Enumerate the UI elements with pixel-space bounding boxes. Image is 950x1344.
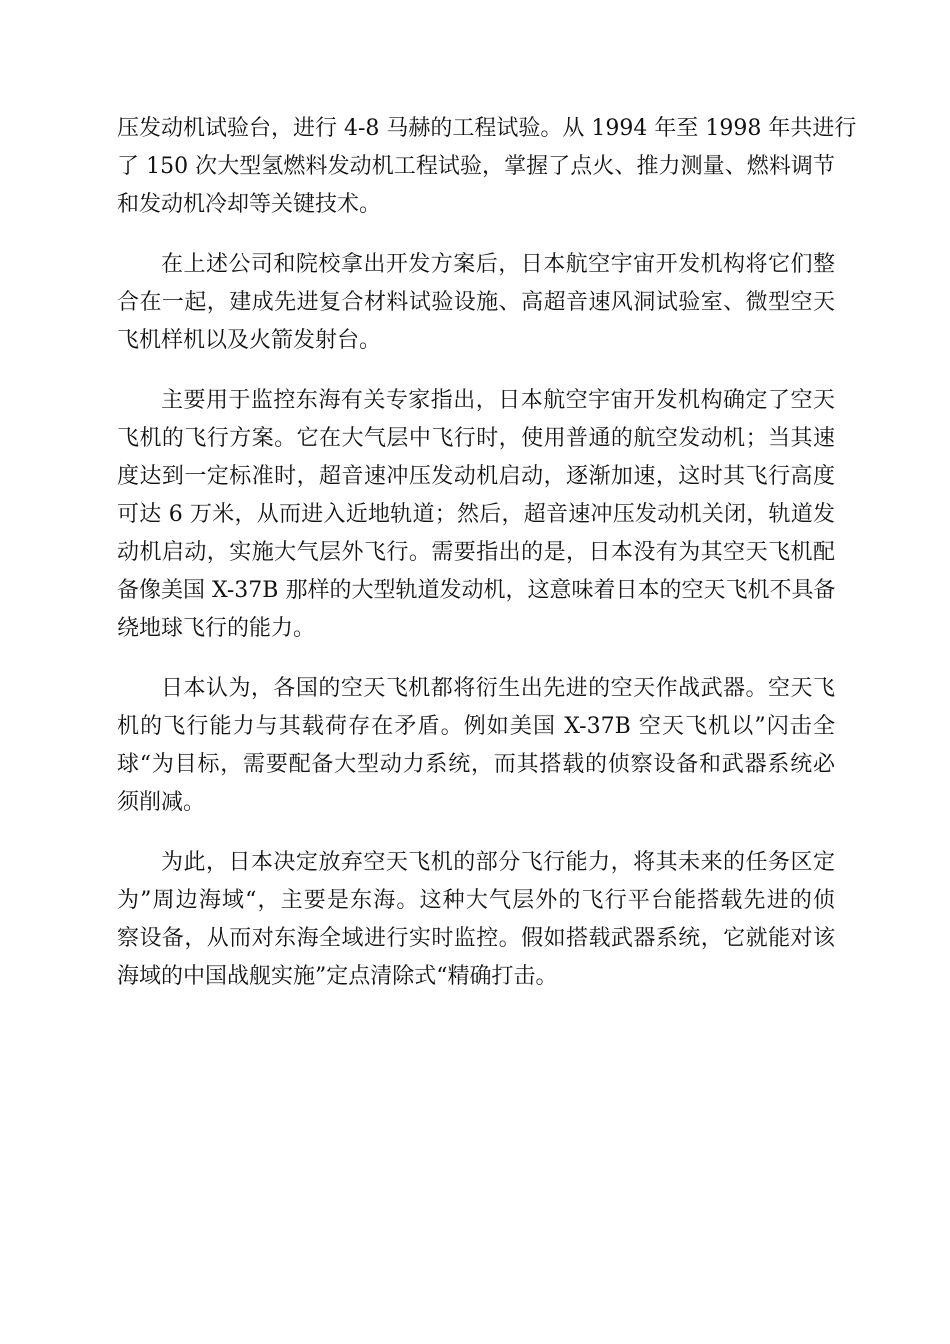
text-line: 在上述公司和院校拿出开发方案后，日本航空宇宙开发机构将它们整 xyxy=(161,252,835,277)
paragraph-4 xyxy=(117,670,835,822)
text-line: 海域的中国战舰实施”定点清除式“精确打击。 xyxy=(117,964,558,989)
paragraph-2 xyxy=(117,246,835,360)
text-line: 绕地球飞行的能力。 xyxy=(117,616,316,641)
text-line: 须削减。 xyxy=(117,790,206,815)
text-line: 察设备，从而对东海全域进行实时监控。假如搭载武器系统，它就能对该 xyxy=(117,926,835,951)
paragraph-3 xyxy=(117,382,835,648)
text-line: 动机启动，实施大气层外飞行。需要指出的是，日本没有为其空天飞机配 xyxy=(117,540,835,565)
text-line: 备像美国 X-37B 那样的大型轨道发动机，这意味着日本的空天飞机不具备 xyxy=(117,578,836,603)
text-line: 合在一起，建成先进复合材料试验设施、高超音速风洞试验室、微型空天 xyxy=(117,290,835,315)
text-line: 为此，日本决定放弃空天飞机的部分飞行能力，将其未来的任务区定 xyxy=(161,850,835,875)
text-line: 了 150 次大型氢燃料发动机工程试验，掌握了点火、推力测量、燃料调节 xyxy=(117,154,835,179)
text-line: 度达到一定标准时，超音速冲压发动机启动，逐渐加速，这时其飞行高度 xyxy=(117,464,835,489)
text-line: 可达 6 万米，从而进入近地轨道；然后，超音速冲压发动机关闭，轨道发 xyxy=(117,502,835,527)
text-line: 为”周边海域“，主要是东海。这种大气层外的飞行平台能搭载先进的侦 xyxy=(117,888,835,913)
document-body xyxy=(117,110,857,1018)
text-line: 飞机的飞行方案。它在大气层中飞行时，使用普通的航空发动机；当其速 xyxy=(117,426,835,451)
text-line: 压发动机试验台，进行 4-8 马赫的工程试验。从 1994 年至 1998 年共进行 xyxy=(117,116,857,141)
text-line: 飞机样机以及火箭发射台。 xyxy=(117,328,382,353)
text-line: 日本认为，各国的空天飞机都将衍生出先进的空天作战武器。空天飞 xyxy=(161,676,835,701)
text-line: 和发动机冷却等关键技术。 xyxy=(117,192,382,217)
paragraph-1 xyxy=(117,110,857,224)
text-line: 机的飞行能力与其载荷存在矛盾。例如美国 X-37B 空天飞机以”闪击全 xyxy=(117,714,835,739)
text-line: 球“为目标，需要配备大型动力系统，而其搭载的侦察设备和武器系统必 xyxy=(117,752,835,777)
text-line: 主要用于监控东海有关专家指出，日本航空宇宙开发机构确定了空天 xyxy=(161,388,835,413)
paragraph-5 xyxy=(117,844,835,996)
